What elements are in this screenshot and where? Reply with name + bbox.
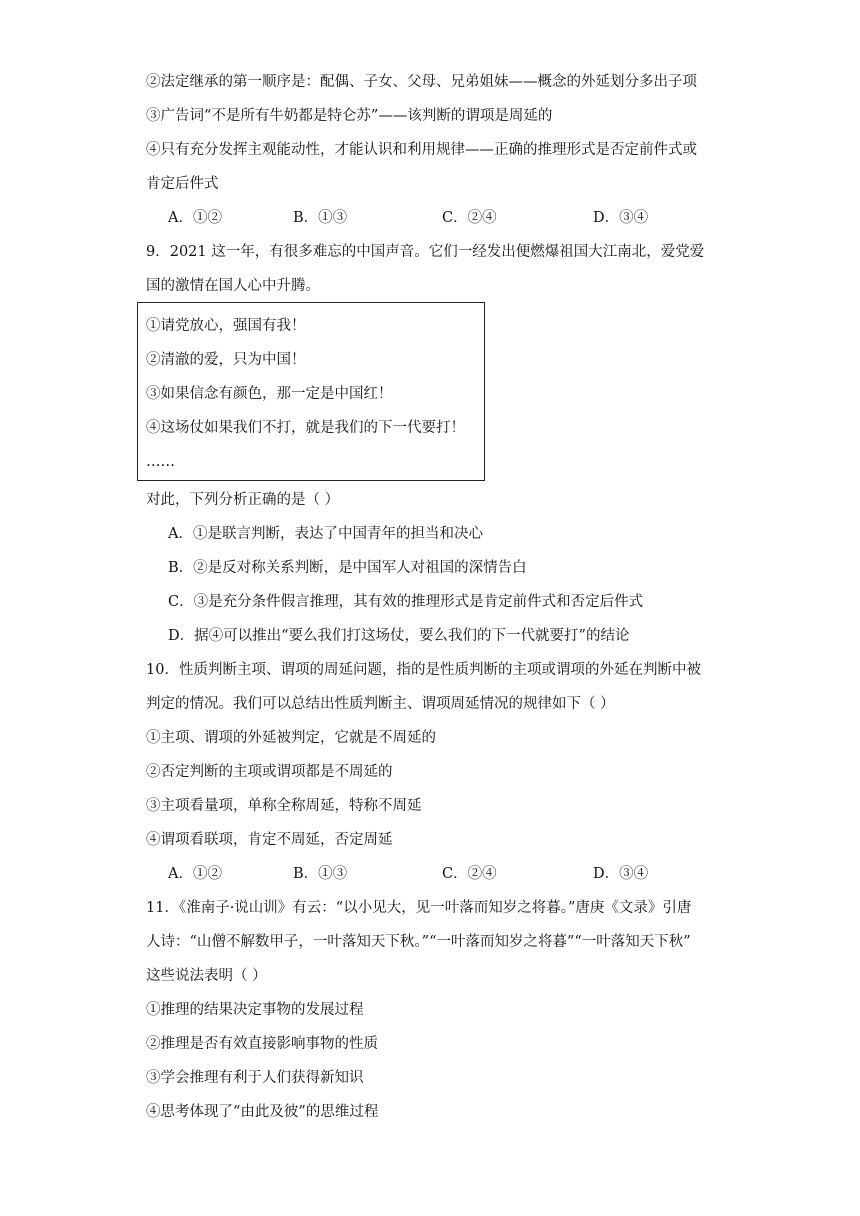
q11-stem-line1: 11．《淮南子·说山训》有云：“以小见大，见一叶落而知岁之将暮。”唐庚《文录》引唐 bbox=[146, 900, 692, 916]
q9-option-a[interactable]: A．①是联言判断，表达了中国青年的担当和决心 bbox=[168, 526, 483, 542]
q9-stem-line2: 国的激情在国人心中升腾。 bbox=[146, 278, 320, 294]
q9-option-b[interactable]: B．②是反对称关系判断，是中国军人对祖国的深情告白 bbox=[168, 560, 527, 576]
q9-box-ellipsis: …… bbox=[146, 454, 175, 470]
q10-option-c[interactable]: C．②④ bbox=[442, 866, 497, 882]
q8-option-d[interactable]: D．③④ bbox=[593, 210, 649, 226]
q10-statement-1: ①主项、谓项的外延被判定，它就是不周延的 bbox=[146, 730, 436, 746]
q9-box-item-1: ①请党放心，强国有我！ bbox=[146, 318, 306, 334]
q8-option-c[interactable]: C．②④ bbox=[442, 210, 497, 226]
q9-option-d[interactable]: D．据④可以推出“要么我们打这场仗，要么我们的下一代就要打”的结论 bbox=[168, 628, 630, 644]
q10-statement-4: ④谓项看联项，肯定不周延，否定周延 bbox=[146, 832, 393, 848]
q8-option-a[interactable]: A．①② bbox=[168, 210, 222, 226]
q9-quote-box bbox=[137, 302, 485, 481]
q11-statement-3: ③学会推理有利于人们获得新知识 bbox=[146, 1070, 364, 1086]
q11-stem-line3: 这些说法表明（ ） bbox=[146, 968, 267, 984]
q8-statement-2: ②法定继承的第一顺序是：配偶、子女、父母、兄弟姐妹——概念的外延划分多出子项 bbox=[146, 74, 697, 90]
q10-stem-line1: 10．性质判断主项、谓项的周延问题，指的是性质判断的主项或谓项的外延在判断中被 bbox=[146, 662, 701, 678]
q8-statement-4: ④只有充分发挥主观能动性，才能认识和利用规律——正确的推理形式是否定前件式或 bbox=[146, 142, 697, 158]
q9-stem-line1: 9．2021 这一年，有很多难忘的中国声音。它们一经发出便燃爆祖国大江南北，爱党爱 bbox=[146, 244, 705, 260]
q9-box-item-4: ④这场仗如果我们不打，就是我们的下一代要打！ bbox=[146, 420, 465, 436]
q8-statement-3: ③广告词“不是所有牛奶都是特仑苏”——该判断的谓项是周延的 bbox=[146, 108, 553, 124]
q11-statement-4: ④思考体现了“由此及彼”的思维过程 bbox=[146, 1104, 379, 1120]
q8-statement-4-cont: 肯定后件式 bbox=[146, 176, 219, 192]
q10-option-d[interactable]: D．③④ bbox=[593, 866, 649, 882]
q8-option-b[interactable]: B．①③ bbox=[293, 210, 348, 226]
q9-box-item-3: ③如果信念有颜色，那一定是中国红！ bbox=[146, 386, 393, 402]
q11-stem-line2: 人诗：“山僧不解数甲子，一叶落知天下秋。”“一叶落而知岁之将暮”“一叶落知天下秋” bbox=[146, 934, 691, 950]
q9-question: 对此，下列分析正确的是（ ） bbox=[146, 492, 340, 508]
q10-statement-3: ③主项看量项，单称全称周延，特称不周延 bbox=[146, 798, 422, 814]
q10-stem-line2: 判定的情况。我们可以总结出性质判断主、谓项周延情况的规律如下（ ） bbox=[146, 696, 615, 712]
q11-statement-2: ②推理是否有效直接影响事物的性质 bbox=[146, 1036, 378, 1052]
q10-statement-2: ②否定判断的主项或谓项都是不周延的 bbox=[146, 764, 393, 780]
q9-option-c[interactable]: C．③是充分条件假言推理，其有效的推理形式是肯定前件式和否定后件式 bbox=[168, 594, 644, 610]
q11-statement-1: ①推理的结果决定事物的发展过程 bbox=[146, 1002, 364, 1018]
q9-box-item-2: ②清澈的爱，只为中国！ bbox=[146, 352, 306, 368]
q10-option-a[interactable]: A．①② bbox=[168, 866, 222, 882]
q10-option-b[interactable]: B．①③ bbox=[293, 866, 348, 882]
